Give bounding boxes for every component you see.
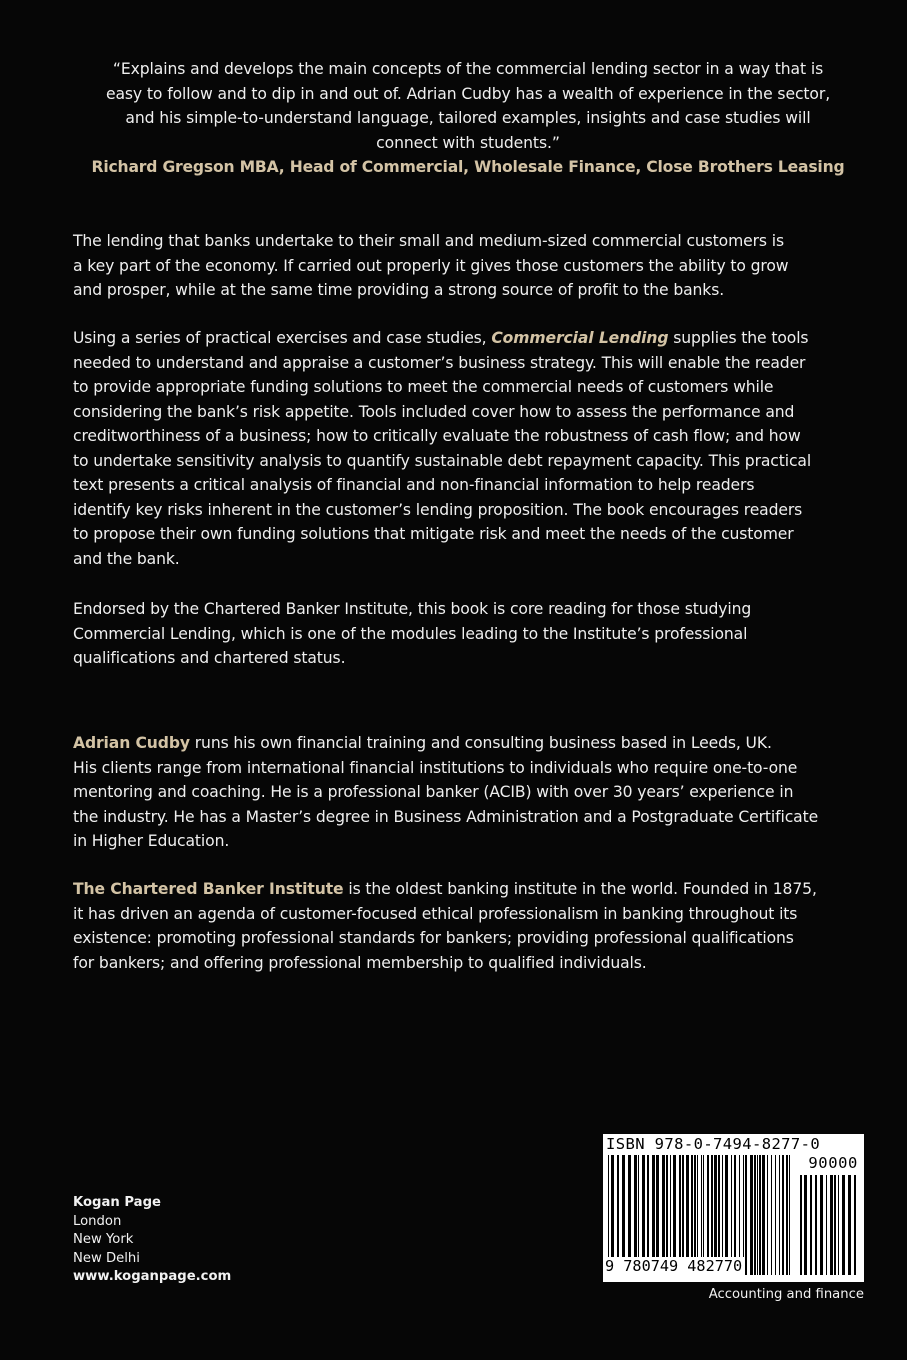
book-title: Commercial Lending <box>491 329 669 347</box>
text-line <box>73 731 869 756</box>
text-line: Endorsed by the Chartered Banker Institute, this book is core reading for those studying <box>73 600 752 618</box>
text-line: the industry. He has a Master’s degree in Business Administration and a Postgraduate Certificate <box>73 807 819 826</box>
text-line: a key part of the economy. If carried out properly it gives those customers the ability to grow <box>73 256 789 275</box>
barcode-bar <box>815 1175 817 1275</box>
text-line: identify key risks inherent in the customer’s lending proposition. The book encourages readers <box>73 500 803 519</box>
institute-name: The Chartered Banker Institute <box>73 880 344 898</box>
text-rest: supplies the tools <box>668 329 809 347</box>
text-line: The lending that banks undertake to their small and medium-sized commercial customers is <box>73 232 784 250</box>
quote-line: and his simple-to-understand language, tailored examples, insights and case studies will <box>125 109 811 127</box>
publisher-website-link[interactable]: www.koganpage.com <box>73 1269 232 1285</box>
barcode-bar <box>775 1155 776 1275</box>
text-line: existence: promoting professional standards for bankers; providing professional qualifications <box>73 929 794 947</box>
barcode-bar <box>810 1175 812 1275</box>
barcode-bar <box>789 1155 790 1275</box>
author-name: Adrian Cudby <box>73 734 190 752</box>
barcode-bar <box>786 1155 788 1275</box>
ean-digits: 9 780749 482770 <box>605 1257 743 1275</box>
text-line: it has driven an agenda of customer-focused ethical professionalism in banking throughout its <box>73 904 798 923</box>
quote-line: “Explains and develops the main concepts of the commercial lending sector in a way that is <box>112 60 824 78</box>
barcode-bar <box>800 1175 802 1275</box>
text-rest: runs his own financial training and consulting business based in Leeds, UK. <box>189 734 772 752</box>
publisher-name: Kogan Page <box>73 1195 161 1210</box>
price-code: 90000 <box>808 1154 858 1172</box>
publisher-city: London <box>73 1213 122 1229</box>
institute-bio <box>73 877 869 975</box>
description-paragraph-3 <box>73 597 869 671</box>
publisher-city: New York <box>73 1232 134 1248</box>
addon-barcode-bars <box>799 1175 859 1275</box>
barcode-bar <box>759 1155 761 1275</box>
text-rest: is the oldest banking institute in the world. Founded in 1875, <box>343 880 817 898</box>
isbn-label: ISBN 978-0-7494-8277-0 <box>606 1135 821 1153</box>
publisher-city: New Delhi <box>73 1250 140 1266</box>
barcode-bar <box>838 1175 839 1275</box>
barcode-bar <box>771 1155 772 1275</box>
text-line: and prosper, while at the same time providing a strong source of profit to the banks. <box>73 281 725 299</box>
quote-line: easy to follow and to dip in and out of. Adrian Cudby has a wealth of experience in the sector, <box>105 84 831 103</box>
quote-line: connect with students.” <box>376 133 560 152</box>
barcode-bar <box>782 1155 784 1275</box>
barcode-bar <box>762 1155 765 1275</box>
barcode-bar <box>745 1155 747 1275</box>
text-line: to undertake sensitivity analysis to quantify sustainable debt repayment capacity. This practical <box>73 451 812 470</box>
text-line: qualifications and chartered status. <box>73 649 346 667</box>
text-line: in Higher Education. <box>73 832 230 850</box>
description-paragraph-2 <box>73 326 869 571</box>
text-line: mentoring and coaching. He is a professional banker (ACIB) with over 30 years’ experience in <box>73 783 794 801</box>
barcode-bar <box>830 1175 833 1275</box>
description-paragraph-1 <box>73 229 869 303</box>
barcode-bar <box>854 1175 856 1275</box>
text-lead: Using a series of practical exercises and case studies, <box>73 329 492 347</box>
text-line: text presents a critical analysis of financial and non-financial information to help readers <box>73 476 755 494</box>
text-line <box>73 326 869 351</box>
author-bio <box>73 731 869 854</box>
publisher-block <box>73 1194 231 1287</box>
barcode-bar <box>779 1155 780 1275</box>
text-line: to provide appropriate funding solutions to meet the commercial needs of customers while <box>73 378 774 396</box>
barcode-bar <box>804 1175 807 1275</box>
barcode-bar <box>754 1155 756 1275</box>
subject-category: Accounting and finance <box>708 1287 864 1302</box>
quote-attribution: Richard Gregson MBA, Head of Commercial, Wholesale Finance, Close Brothers Leasing <box>91 158 845 176</box>
text-line: His clients range from international financial institutions to individuals who require one-to-one <box>73 758 798 777</box>
text-line: creditworthiness of a business; how to critically evaluate the robustness of cash flow; and how <box>73 427 801 445</box>
barcode-bar <box>842 1175 845 1275</box>
barcode-bar <box>757 1155 758 1275</box>
text-line: Commercial Lending, which is one of the modules leading to the Institute’s professional <box>73 624 748 643</box>
barcode-bar <box>848 1175 851 1275</box>
barcode-bar <box>820 1175 823 1275</box>
isbn-barcode <box>603 1134 864 1282</box>
text-line: and the bank. <box>73 549 180 568</box>
text-line: to propose their own funding solutions that mitigate risk and meet the needs of the customer <box>73 525 794 543</box>
text-line: for bankers; and offering professional membership to qualified individuals. <box>73 953 647 972</box>
text-line: considering the bank’s risk appetite. Tools included cover how to assess the performance and <box>73 402 795 421</box>
barcode-bar <box>826 1175 827 1275</box>
barcode-bar <box>834 1175 836 1275</box>
endorsement-quote <box>72 57 864 180</box>
text-line <box>73 877 869 902</box>
barcode-bar <box>767 1155 768 1275</box>
text-line: needed to understand and appraise a customer’s business strategy. This will enable the reader <box>73 353 806 372</box>
barcode-bar <box>750 1155 753 1275</box>
